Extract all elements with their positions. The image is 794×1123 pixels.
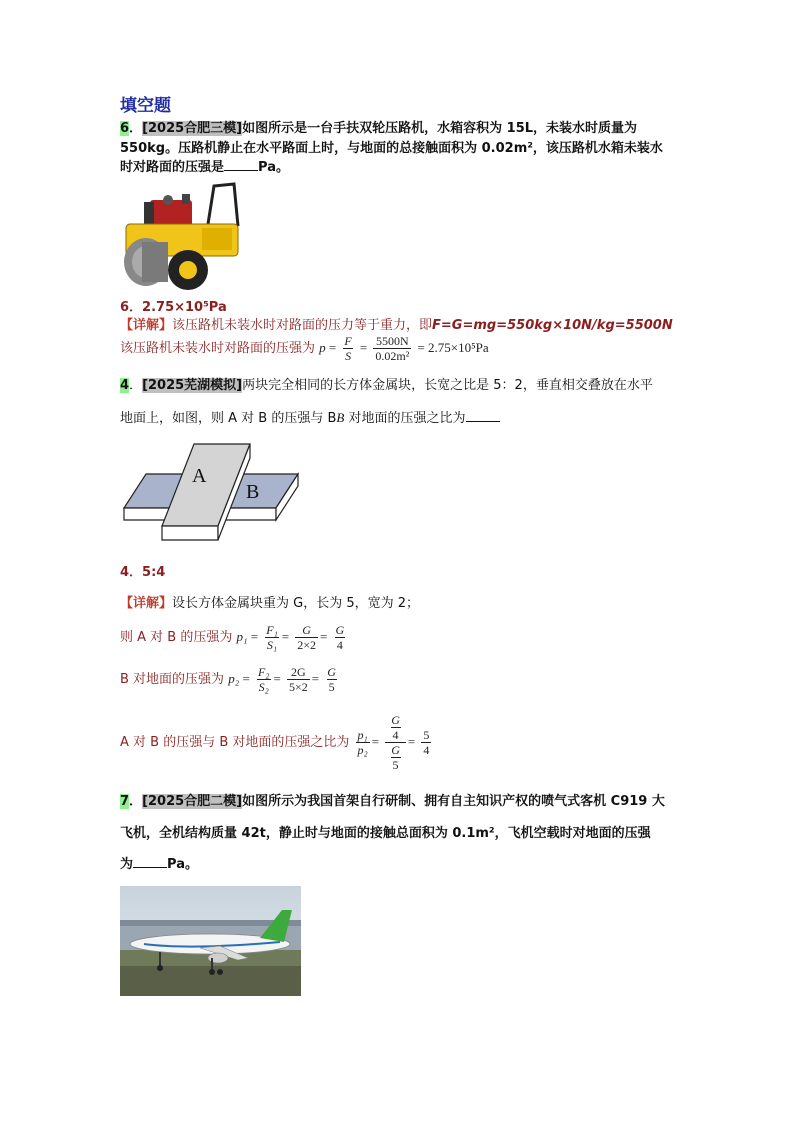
q4-p1: 则 A 对 B 的压强为 p₁ = $\frac{\text{F₁}}{\text{S₁}}$ = $\frac{G}{2\times 2}$ = $\frac{G}{4}$ (120, 623, 345, 652)
answer-blank[interactable] (224, 158, 258, 171)
q4-answer: 4．5:4 (120, 565, 166, 580)
q7-line-2: 飞机，全机结构质量 42t，静止时与地面的接触总面积为 0.1m²，飞机空载时对地面的压强 (120, 826, 651, 841)
answer-blank[interactable] (133, 855, 167, 868)
label-a: A (192, 465, 207, 487)
q6-line-1: 6．[2025合肥三模]如图所示是一台手扶双轮压路机，水箱容积为 15L，未装水时质量为 (120, 121, 638, 136)
q6-line-2: 550kg。压路机静止在水平路面上时，与地面的总接触面积为 0.02m²，该压路机水箱未装水 (120, 141, 663, 156)
label-b: B (246, 481, 260, 503)
q4-p2: B 对地面的压强为 p₂ = $\frac{\text{F₂}}{\text{S₂}}$ = $\frac{2G}{5\times 2}$ = $\frac{G}{5}$ (120, 665, 336, 694)
q7-line-3: 为 Pa。 (120, 857, 198, 872)
q4-detail-1: 【详解】设长方体金属块重为 G，长为 5，宽为 2； (120, 596, 420, 611)
road-roller-image (122, 180, 240, 292)
section-title: 填空题 (120, 96, 171, 116)
q4-line-1: 4．[2025芜湖模拟]两块完全相同的长方体金属块，长宽之比是 5：2，垂直相交叠放在水平 (120, 378, 653, 393)
q6-number: 6 (120, 121, 130, 136)
blocks-diagram (120, 436, 302, 546)
airplane-image (120, 886, 301, 996)
answer-blank[interactable] (466, 409, 500, 422)
q4-ratio: A 对 B 的压强与 B 对地面的压强之比为 $\frac{\text{p₁}}{\text{p₂}}$ = $\frac{\frac{G}{4}}{\frac{G}{5}}$ = $\frac{5}{4}$ (120, 713, 430, 772)
q6-detail-1: 【详解】该压路机未装水时对路面的压力等于重力，即F=G=mg=550kg×10N/kg=5500N (120, 318, 673, 333)
q4-line-2: 地面上，如图，则 A 对 B 的压强与 BB 对地面的压强之比为 (120, 408, 500, 429)
q6-text-1: 如图所示是一台手扶双轮压路机，水箱容积为 15L，未装水时质量为 (242, 121, 638, 136)
q6-answer: 6．2.75×10⁵Pa (120, 300, 227, 315)
q6-line-3: 时对路面的压强是 Pa。 (120, 160, 289, 175)
q6-detail-2: 该压路机未装水时对路面的压强为 p = $\frac{F}{S}$ = $\frac{5500N}{\text{0.02m²}}$ = 2.75×10⁵Pa (120, 334, 489, 363)
q6-source: [2025合肥三模] (142, 121, 243, 136)
q7-line-1: 7．[2025合肥二模]如图所示为我国首架自行研制、拥有自主知识产权的喷气式客机 C919 大 (120, 794, 665, 809)
